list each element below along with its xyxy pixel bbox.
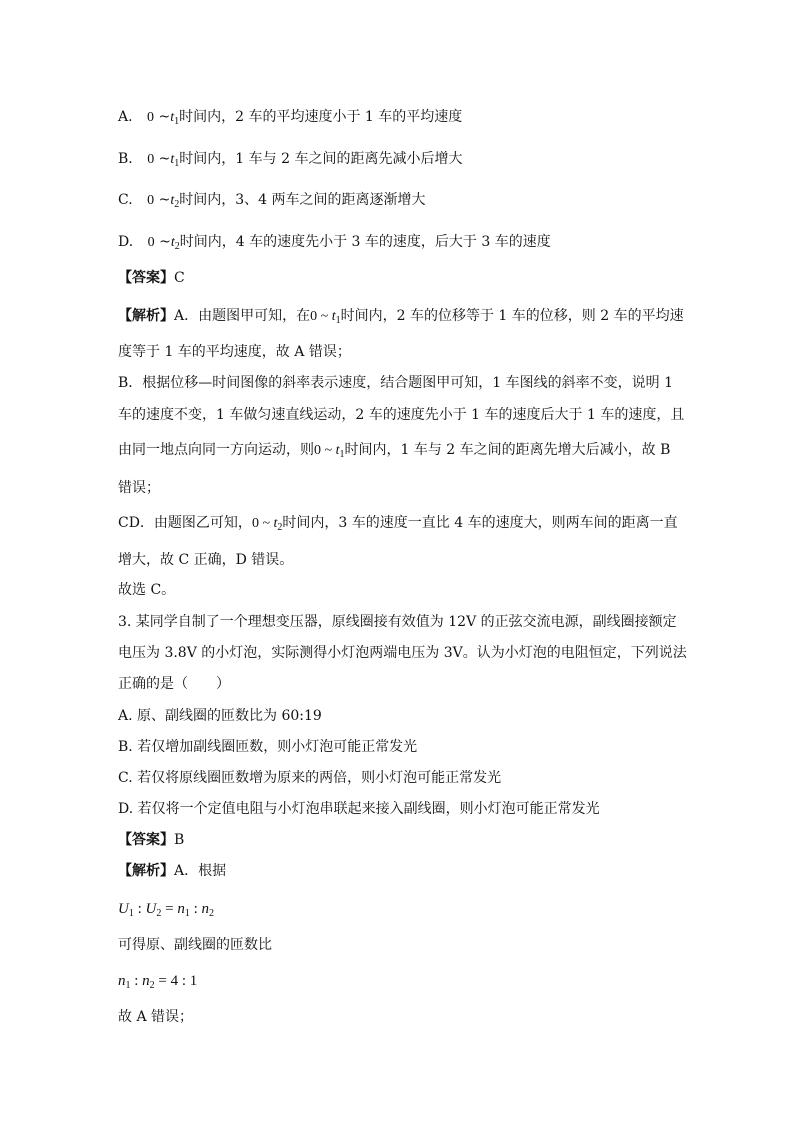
answer-value: B [174, 832, 185, 848]
math-var: t [170, 152, 175, 167]
option-d [118, 232, 551, 253]
math-sub: 2 [209, 908, 214, 919]
math-op: = [161, 901, 178, 917]
math-sub: 2 [277, 522, 283, 533]
option-letter: C. [118, 192, 133, 208]
option-text: D. 若仅将一个定值电阻与小灯泡串联起来接入副线圈，则小灯泡可能正常发光 [118, 801, 600, 817]
q2-analysis-line [118, 405, 684, 425]
math-sub: 1 [335, 315, 341, 326]
analysis-text: 错误； [118, 480, 160, 496]
analysis-text: 时间内，2 车的位移等于 1 车的位移，则 2 车的平均速 [340, 308, 684, 324]
q2-analysis-line [118, 342, 351, 362]
math-tilde: ~ [158, 109, 171, 125]
option-text: 时间内，1 车与 2 车之间的距离先减小后增大 [179, 151, 463, 167]
math-var: n [142, 973, 150, 989]
option-a [118, 107, 462, 128]
answer-value: C [174, 270, 185, 286]
analysis-text: A．根据 [174, 863, 227, 879]
q2-analysis-line [118, 306, 684, 327]
analysis-text: 增大，故 C 正确，D 错误。 [118, 552, 294, 568]
math-var: t [273, 516, 278, 531]
math-var: U [118, 901, 129, 917]
math-sub: 1 [125, 980, 131, 991]
math-range: 0 ~ [251, 516, 274, 531]
analysis-text: 时间内，1 车与 2 车之间的距离先增大后减小，故 B [344, 442, 671, 458]
q3-option-c [118, 768, 501, 788]
math-tilde: ~ [158, 192, 171, 208]
math-op: : [130, 973, 143, 989]
math-sub: 1 [174, 116, 180, 127]
math-sub: 1 [339, 449, 345, 460]
q2-answer [118, 268, 185, 288]
option-text: 时间内，3、4 两车之间的距离逐渐增大 [179, 192, 426, 208]
analysis-label: 【解析】 [118, 308, 174, 324]
math-tilde: ~ [159, 234, 171, 250]
analysis-text: 故选 C。 [118, 582, 176, 598]
option-text: B. 若仅增加副线圈匝数，则小灯泡可能正常发光 [118, 739, 418, 755]
math-sub: 1 [128, 908, 134, 919]
q3-option-d [118, 799, 600, 819]
answer-label: 【答案】 [118, 270, 174, 286]
math-var: U [145, 901, 157, 917]
math-zero: 0 [147, 152, 155, 167]
q2-analysis-line [118, 550, 293, 570]
q3-derive [118, 935, 272, 955]
analysis-label: 【解析】 [118, 863, 174, 879]
analysis-text: 由同一地点向同一方向运动，则 [118, 442, 314, 458]
option-letter: B. [118, 151, 133, 167]
math-zero: 0 [147, 193, 155, 208]
math-op: : [189, 901, 202, 917]
q3-conclusion [118, 1007, 193, 1027]
math-var: t [331, 309, 336, 324]
analysis-text: 车的速度不变，1 车做匀速直线运动，2 车的速度先小于 1 车的速度后大于 1 车的速度，且 [118, 407, 685, 423]
option-text: C. 若仅将原线圈匝数增为原来的两倍，则小灯泡可能正常发光 [118, 770, 502, 786]
option-letter: A. [118, 109, 133, 125]
q3-answer [118, 830, 184, 850]
math-var: t [335, 443, 340, 458]
math-var: t [170, 235, 175, 250]
math-sub: 2 [174, 241, 180, 252]
math-sub: 1 [174, 158, 180, 169]
option-letter: D. [118, 234, 134, 250]
q2-analysis-line [118, 478, 160, 498]
option-text: 时间内，2 车的平均速度小于 1 车的平均速度 [179, 109, 463, 125]
analysis-text: CD．由题图乙可知， [118, 515, 252, 531]
math-var: t [170, 193, 175, 208]
analysis-text: 可得原、副线圈的匝数比 [118, 937, 272, 953]
question-text: 3. 某同学自制了一个理想变压器，原线圈接有效值为 12V 的正弦交流电源，副线圈接额定 [118, 614, 677, 630]
analysis-text: 度等于 1 车的平均速度，故 A 错误； [118, 344, 351, 360]
analysis-text: B．根据位移—时间图像的斜率表示速度，结合题图甲可知，1 车图线的斜率不变，说明 1 [118, 375, 674, 391]
math-zero: 0 [147, 110, 155, 125]
math-var: n [118, 973, 126, 989]
formula-turns-ratio [118, 970, 197, 991]
option-b [118, 149, 462, 170]
q2-analysis-line [118, 440, 670, 461]
q3-stem [118, 643, 687, 663]
math-var: n [177, 901, 185, 917]
formula-voltage-ratio [118, 898, 214, 919]
q3-stem [118, 612, 677, 632]
math-var: n [201, 901, 209, 917]
analysis-text: 故 A 错误； [118, 1009, 194, 1025]
analysis-text: 时间内，3 车的速度一直比 4 车的速度大，则两车间的距离一直 [282, 515, 678, 531]
math-sub: 2 [149, 980, 155, 991]
math-tilde: ~ [158, 151, 171, 167]
math-zero: 0 [147, 235, 155, 250]
math-range: 0 ~ [310, 309, 332, 324]
math-var: t [170, 110, 175, 125]
option-c [118, 190, 425, 211]
q2-analysis-line [118, 513, 678, 534]
analysis-text: A．由题图甲可知，在 [174, 308, 311, 324]
math-op: = 4 : 1 [154, 973, 198, 989]
q3-option-b [118, 737, 417, 757]
q2-conclusion [118, 580, 175, 600]
math-sub: 2 [156, 908, 162, 919]
math-sub: 2 [174, 199, 180, 210]
math-op: : [133, 901, 146, 917]
q3-analysis [118, 861, 226, 881]
question-text: 正确的是（ ） [118, 676, 230, 692]
q3-option-a [118, 706, 322, 726]
math-sub: 1 [184, 908, 190, 919]
question-text: 电压为 3.8V 的小灯泡，实际测得小灯泡两端电压为 3V。认为小灯泡的电阻恒定，下列说法 [118, 645, 687, 661]
q2-analysis-line [118, 373, 673, 393]
option-text: 时间内，4 车的速度先小于 3 车的速度，后大于 3 车的速度 [179, 234, 551, 250]
answer-label: 【答案】 [118, 832, 174, 848]
option-text: A. 原、副线圈的匝数比为 60:19 [118, 708, 322, 724]
math-range: 0 ~ [314, 443, 336, 458]
q3-stem [118, 674, 230, 694]
